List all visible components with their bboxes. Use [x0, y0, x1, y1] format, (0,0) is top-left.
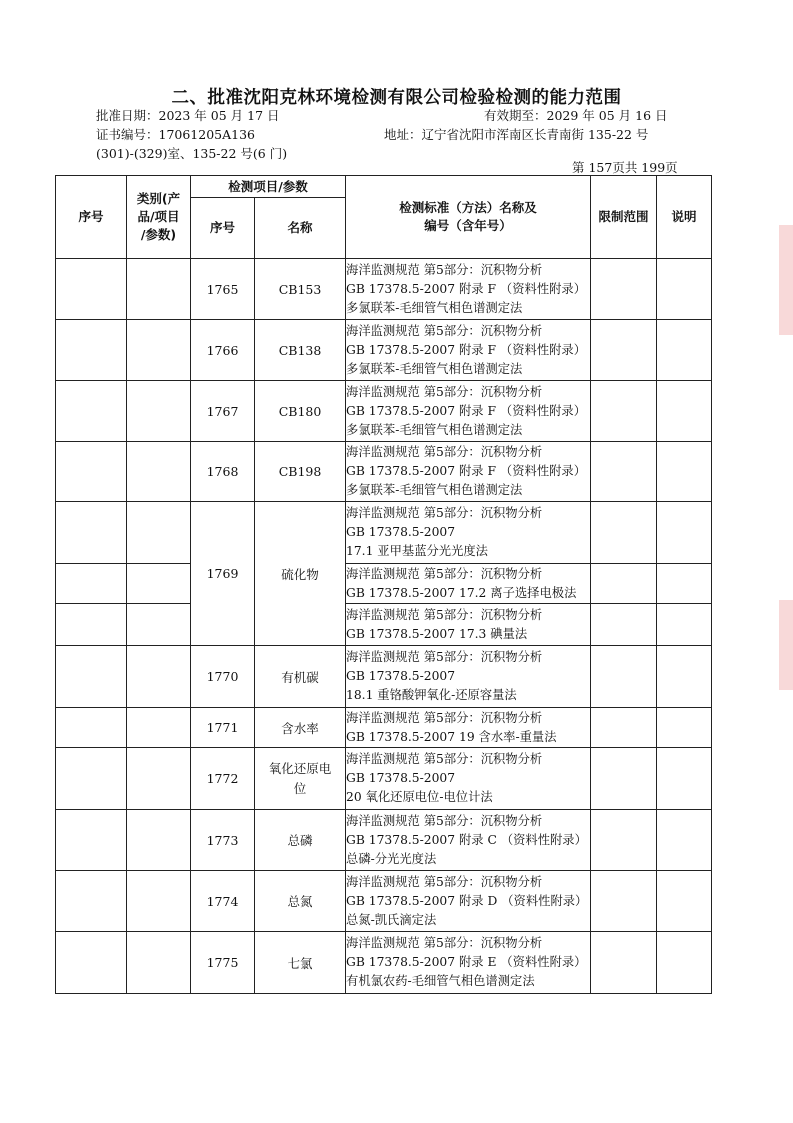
standard-line: 多氯联苯-毛细管气相色谱测定法: [346, 483, 523, 497]
standard-line: 海洋监测规范 第5部分：沉积物分析: [346, 874, 543, 889]
standard-cell: [346, 871, 591, 932]
standard-line: GB 17378.5-2007 附录 F （资料性附录）: [346, 281, 587, 296]
table-row: [56, 564, 712, 604]
seq-cell: [56, 381, 127, 442]
header-note: 说明: [657, 176, 712, 259]
item-no: 1767: [191, 381, 255, 442]
limit-cell: [591, 646, 657, 708]
standard-cell: [346, 604, 591, 646]
standard-line: 海洋监测规范 第5部分：沉积物分析: [346, 445, 543, 459]
standard-line: GB 17378.5-2007 17.2 离子选择电极法: [346, 585, 577, 600]
seal-edge: [779, 225, 793, 335]
seq-cell: [56, 708, 127, 748]
seq-cell: [56, 442, 127, 502]
item-name: 硫化物: [255, 502, 346, 646]
table-row: [56, 320, 712, 381]
table-row: [56, 442, 712, 502]
table-row: [56, 502, 712, 564]
limit-cell: [591, 810, 657, 871]
seq-cell: [56, 871, 127, 932]
standard-cell: [346, 646, 591, 708]
limit-cell: [591, 442, 657, 502]
standard-line: 海洋监测规范 第5部分：沉积物分析: [346, 262, 543, 277]
table-row: [56, 871, 712, 932]
page-title: 二、批准沈阳克林环境检测有限公司检验检测的能力范围: [171, 88, 622, 108]
header-items: 检测项目/参数: [191, 176, 346, 198]
seq-cell: [56, 259, 127, 320]
seq-cell: [56, 502, 127, 564]
item-no: 1773: [191, 810, 255, 871]
header-item-name: 名称: [255, 198, 346, 259]
limit-cell: [591, 932, 657, 994]
item-no: 1765: [191, 259, 255, 320]
standard-line: GB 17378.5-2007 附录 F （资料性附录）: [346, 342, 587, 357]
note-cell: [657, 259, 712, 320]
standard-line: 17.1 亚甲基蓝分光光度法: [346, 544, 488, 558]
standard-line: 海洋监测规范 第5部分：沉积物分析: [346, 936, 543, 950]
item-name: 氧化还原电位: [255, 748, 346, 810]
category-cell: [127, 604, 191, 646]
seq-cell: [56, 320, 127, 381]
standard-line: GB 17378.5-2007 附录 F （资料性附录）: [346, 403, 587, 418]
category-cell: [127, 259, 191, 320]
header-limit: 限制范围: [591, 176, 657, 259]
limit-cell: [591, 708, 657, 748]
category-cell: [127, 320, 191, 381]
header-category-line1: 类别(产: [136, 191, 181, 206]
header-standard-line1: 检测标准（方法）名称及: [399, 200, 537, 215]
valid-until: 有效期至：2029 年 05 月 16 日: [484, 108, 668, 123]
note-cell: [657, 564, 712, 604]
standard-line: 多氯联苯-毛细管气相色谱测定法: [346, 300, 523, 315]
approval-date: 批准日期：2023 年 05 月 17 日: [96, 108, 280, 123]
category-cell: [127, 646, 191, 708]
table-row: [56, 748, 712, 810]
item-no: 1770: [191, 646, 255, 708]
limit-cell: [591, 748, 657, 810]
standard-line: 海洋监测规范 第5部分：沉积物分析: [346, 813, 543, 828]
category-cell: [127, 810, 191, 871]
item-name: CB198: [255, 442, 346, 502]
header-seq: 序号: [56, 176, 127, 259]
category-cell: [127, 932, 191, 994]
category-cell: [127, 708, 191, 748]
limit-cell: [591, 381, 657, 442]
standard-line: GB 17378.5-2007 19 含水率-重量法: [346, 729, 557, 744]
limit-cell: [591, 320, 657, 381]
category-cell: [127, 564, 191, 604]
header-standard: [346, 176, 591, 259]
standard-line: GB 17378.5-2007: [346, 525, 456, 539]
limit-cell: [591, 604, 657, 646]
note-cell: [657, 708, 712, 748]
standard-line: 总磷-分光光度法: [346, 851, 437, 866]
limit-cell: [591, 564, 657, 604]
standard-line: 海洋监测规范 第5部分：沉积物分析: [346, 607, 543, 622]
category-cell: [127, 381, 191, 442]
standard-line: 有机氯农药-毛细管气相色谱测定法: [346, 974, 535, 988]
page-number: 第 157页共 199页: [572, 160, 678, 175]
standard-line: GB 17378.5-2007: [346, 771, 456, 785]
standard-line: 海洋监测规范 第5部分：沉积物分析: [346, 650, 543, 664]
seq-cell: [56, 810, 127, 871]
standard-cell: [346, 932, 591, 994]
standard-cell: [346, 708, 591, 748]
item-no: 1774: [191, 871, 255, 932]
address-continued: (301)-(329)室、135-22 号(6 门): [96, 146, 288, 161]
standard-line: 海洋监测规范 第5部分：沉积物分析: [346, 506, 543, 520]
header-standard-line2: 编号（含年号）: [424, 218, 512, 233]
item-name: 七氯: [255, 932, 346, 994]
item-no: 1768: [191, 442, 255, 502]
certificate-number: 证书编号：17061205A136: [96, 127, 256, 142]
limit-cell: [591, 871, 657, 932]
standard-line: GB 17378.5-2007 附录 D （资料性附录）: [346, 893, 588, 908]
note-cell: [657, 646, 712, 708]
standard-line: GB 17378.5-2007 17.3 碘量法: [346, 626, 528, 641]
standard-line: 18.1 重铬酸钾氧化-还原容量法: [346, 688, 517, 702]
capability-table: [55, 175, 712, 994]
category-cell: [127, 502, 191, 564]
note-cell: [657, 502, 712, 564]
standard-line: 总氮-凯氏滴定法: [346, 912, 437, 927]
standard-cell: [346, 564, 591, 604]
note-cell: [657, 932, 712, 994]
seq-cell: [56, 932, 127, 994]
category-cell: [127, 871, 191, 932]
item-name: CB138: [255, 320, 346, 381]
standard-line: GB 17378.5-2007 附录 E （资料性附录）: [346, 955, 587, 969]
item-name: CB180: [255, 381, 346, 442]
item-no: 1766: [191, 320, 255, 381]
address: 地址：辽宁省沈阳市浑南区长青南街 135-22 号: [384, 127, 649, 142]
note-cell: [657, 320, 712, 381]
standard-cell: [346, 442, 591, 502]
standard-line: 海洋监测规范 第5部分：沉积物分析: [346, 710, 543, 725]
note-cell: [657, 604, 712, 646]
seq-cell: [56, 564, 127, 604]
header-category-line3: /参数): [140, 227, 177, 242]
item-name: 有机碳: [255, 646, 346, 708]
note-cell: [657, 381, 712, 442]
standard-line: 20 氧化还原电位-电位计法: [346, 790, 493, 804]
category-cell: [127, 442, 191, 502]
standard-cell: [346, 748, 591, 810]
standard-cell: [346, 320, 591, 381]
standard-line: 海洋监测规范 第5部分：沉积物分析: [346, 384, 543, 399]
header-item-no: 序号: [191, 198, 255, 259]
limit-cell: [591, 259, 657, 320]
item-name: 总磷: [255, 810, 346, 871]
standard-line: GB 17378.5-2007 附录 C （资料性附录）: [346, 832, 587, 847]
table-row: [56, 810, 712, 871]
seq-cell: [56, 604, 127, 646]
standard-cell: [346, 502, 591, 564]
table-row: [56, 381, 712, 442]
standard-cell: [346, 259, 591, 320]
header-category: [127, 176, 191, 259]
seal-edge: [779, 600, 793, 690]
item-no: 1771: [191, 708, 255, 748]
note-cell: [657, 442, 712, 502]
standard-cell: [346, 810, 591, 871]
table-row: [56, 604, 712, 646]
standard-line: GB 17378.5-2007: [346, 669, 456, 683]
item-name: CB153: [255, 259, 346, 320]
item-no: 1769: [191, 502, 255, 646]
table-row: [56, 259, 712, 320]
note-cell: [657, 871, 712, 932]
standard-line: 海洋监测规范 第5部分：沉积物分析: [346, 323, 543, 338]
table-row: [56, 708, 712, 748]
standard-cell: [346, 381, 591, 442]
standard-line: 多氯联苯-毛细管气相色谱测定法: [346, 361, 523, 376]
note-cell: [657, 810, 712, 871]
standard-line: 海洋监测规范 第5部分：沉积物分析: [346, 566, 543, 581]
seq-cell: [56, 646, 127, 708]
table-row: [56, 932, 712, 994]
standard-line: GB 17378.5-2007 附录 F （资料性附录）: [346, 464, 587, 478]
item-name: 总氮: [255, 871, 346, 932]
standard-line: 多氯联苯-毛细管气相色谱测定法: [346, 422, 523, 437]
header-category-line2: 品/项目: [137, 209, 180, 224]
item-name: 含水率: [255, 708, 346, 748]
standard-line: 海洋监测规范 第5部分：沉积物分析: [346, 752, 543, 766]
table-row: [56, 646, 712, 708]
item-no: 1775: [191, 932, 255, 994]
item-no: 1772: [191, 748, 255, 810]
limit-cell: [591, 502, 657, 564]
seq-cell: [56, 748, 127, 810]
note-cell: [657, 748, 712, 810]
category-cell: [127, 748, 191, 810]
